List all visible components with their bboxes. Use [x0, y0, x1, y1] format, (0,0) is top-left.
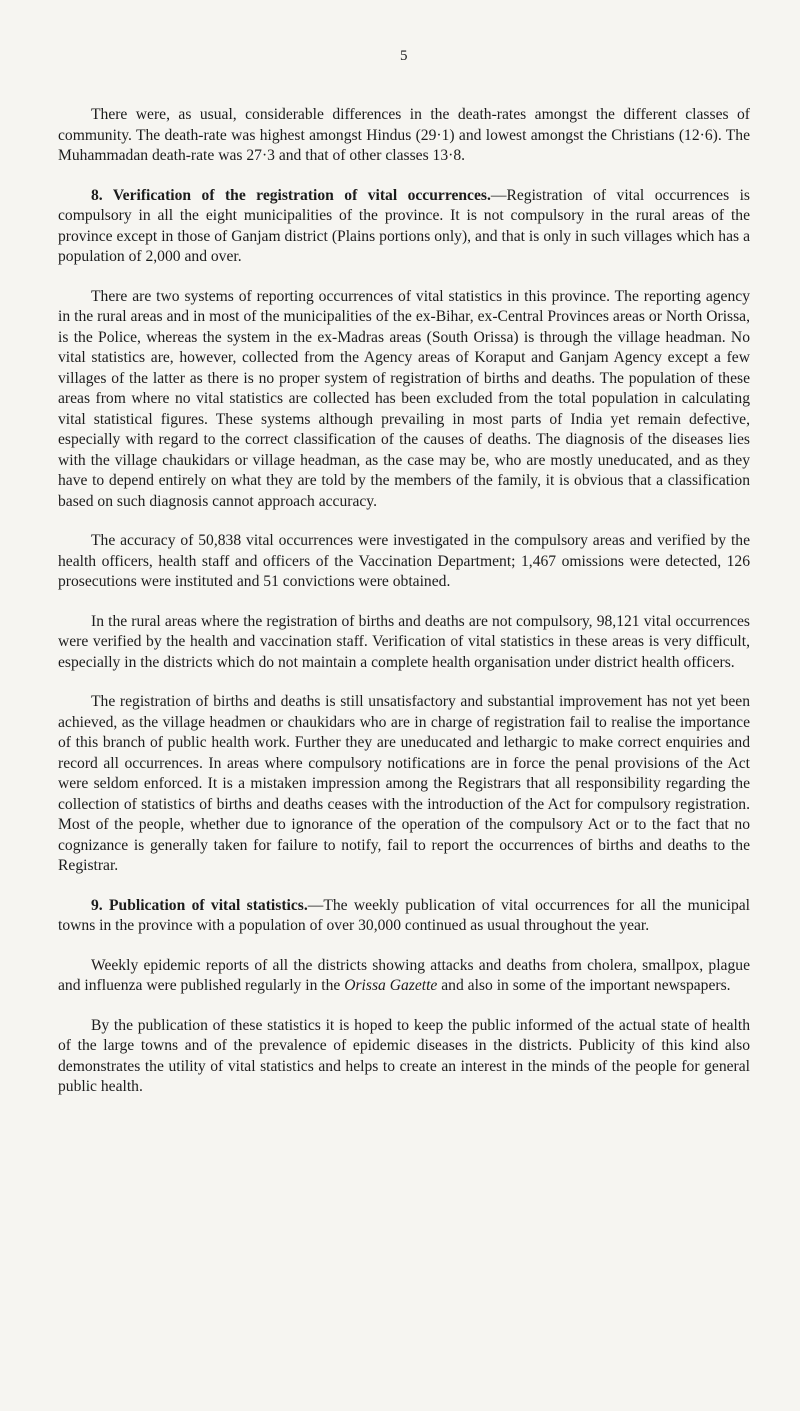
section-heading-9: 9. Publication of vital statistics. — [91, 896, 308, 914]
paragraph-rural-areas-verification: In the rural areas where the registration of births and deaths are not compulsory, 98,121 vital occurrences were verified by the health and vaccination staff. Verification of vital statistics in these areas is very difficult, especially in the districts which do not maintain a complete health organisation under district health officers. — [58, 612, 750, 671]
paragraph-publication-vital-statistics: 9. Publication of vital statistics.—The weekly publication of vital occurrences for all the municipal towns in the province with a population of over 30,000 continued as usual throughout the year. — [58, 896, 751, 934]
paragraph-reporting-systems: There are two systems of reporting occurrences of vital statistics in this province. The reporting agency in the rural areas and in most of the municipalities of the ex-Bihar, ex-Central Provinces areas or North Orissa, is the Police, whereas the system in the ex-Madras areas (South Orissa) is through the village headman. No vital statistics are, however, collected from the Agency areas of Koraput and Ganjam Agency except a few villages of the latter as there is no proper system of registration of births and deaths. The population of these areas from where no vital statistics are collected has been excluded from the total population in calculating vital statistical figures. These systems although prevailing in most parts of India yet remain defective, especially with regard to the correct classification of the causes of deaths. The diagnosis of the diseases lies with the village chaukidars or village headman, as the case may be, who are mostly uneducated, and as they have to depend entirely on what they are told by the members of the family, it is obvious that a classification based on such diagnosis cannot approach accuracy. — [58, 287, 750, 510]
paragraph-publicity-benefits: By the publication of these statistics it is hoped to keep the public informed of the actual state of health of the large towns and of the prevalence of epidemic diseases in the districts. Publicity of this kind also demonstrates the utility of vital statistics and helps to create an interest in the minds of the people for general public health. — [58, 1016, 750, 1095]
paragraph-registration-unsatisfactory: The registration of births and deaths is still unsatisfactory and substantial improvement has not yet been achieved, as the village headmen or chaukidars who are in charge of registration fail to realise the importance of this branch of public health work. Further they are uneducated and lethargic to make correct enquiries and record all occurrences. In areas where compulsory notifications are in force the penal provisions of the Act were seldom enforced. It is a mistaken impression among the Registrars that all responsibility regarding the collection of statistics of births and deaths ceases with the introduction of the Act for compulsory registration. Most of the people, whether due to ignorance of the operation of the compulsory Act or to the fact that no cognizance is generally taken for failure to notify, fail to report the occurrences of births and deaths to the Registrar. — [58, 693, 750, 874]
gazette-title: Orissa Gazette — [344, 977, 438, 994]
paragraph-weekly-epidemic-reports: Weekly epidemic reports of all the districts showing attacks and deaths from cholera, smallpox, plague and influenza were published regularly in the Orissa Gazette and also in some of the important newspapers. — [58, 956, 750, 994]
paragraph-accuracy-compulsory-areas: The accuracy of 50,838 vital occurrences were investigated in the compulsory areas and verified by the health officers, health staff and officers of the Vaccination Department; 1,467 omissions were detected, 126 prosecutions were instituted and 51 convictions were obtained. — [58, 532, 750, 590]
paragraph-verification-registration: 8. Verification of the registration of vital occurrences.—Registration of vital occurrences is compulsory in all the eight municipalities of the province. It is not compulsory in the rural areas of the province except in those of Ganjam district (Plains portions only), and that is only in such villages which has a population of 2,000 and over. — [58, 186, 750, 265]
paragraph-death-rates: There were, as usual, considerable differences in the death-rates amongst the different classes of community. The death-rate was highest amongst Hindus (29·1) and lowest amongst the Christians (12·6). The Muhammadan death-rate was 27·3 and that of other classes 13·8. — [58, 106, 750, 164]
section-heading-8: 8. Verification of the registration of vital occurrences. — [91, 186, 491, 204]
page-number: 5 — [400, 48, 408, 64]
